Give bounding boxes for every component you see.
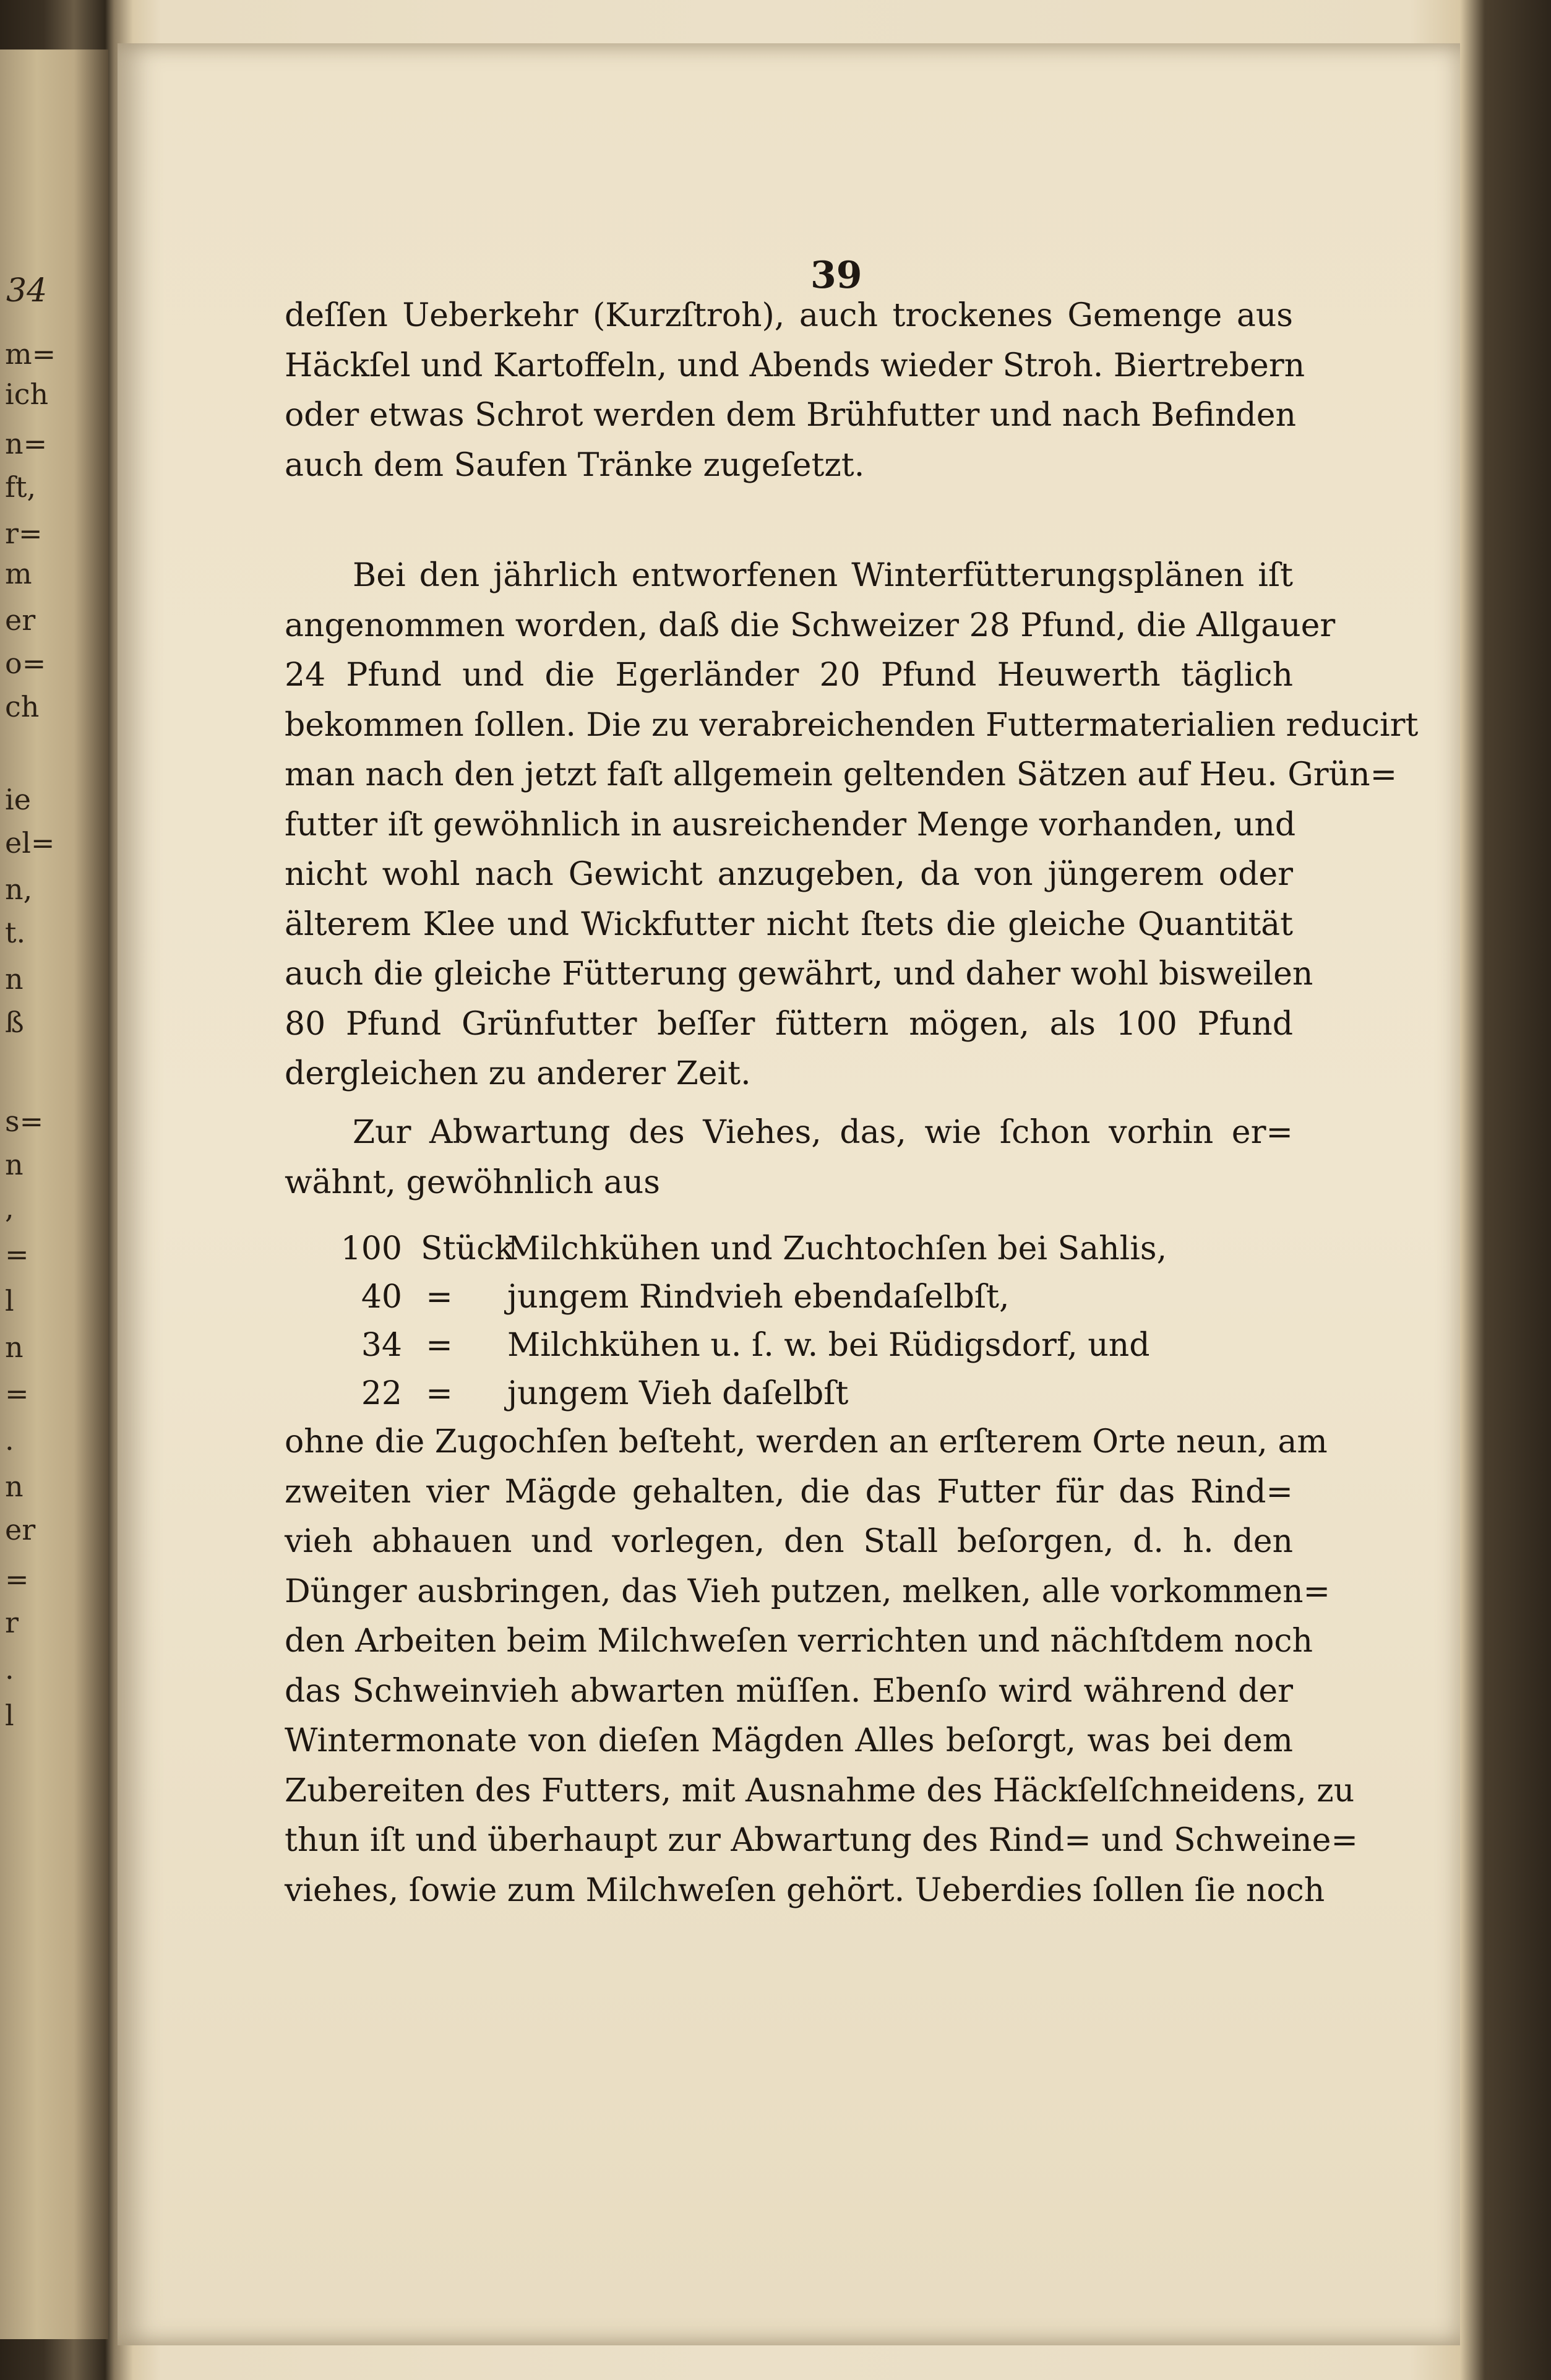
list-item (328, 1224, 1293, 1274)
text-line: auch die gleiche Fütterung gewährt, und daher wohl bisweilen (285, 955, 1313, 993)
text-line: Dünger ausbringen, das Vieh putzen, melken, alle vorkommen= (285, 1572, 1331, 1610)
left-page-fragment: . (5, 1652, 14, 1686)
text-line: viehes, ſowie zum Milchweſen gehört. Ueberdies ſollen ſie noch (285, 1871, 1325, 1909)
text-line: vieh abhauen und vorlegen, den Stall beſorgen, d. h. den (285, 1523, 1293, 1560)
text-line: wähnt, gewöhnlich aus (285, 1163, 660, 1201)
page-number: 39 (810, 254, 862, 297)
list-item-unit: Stück (421, 1230, 514, 1267)
text-line: bekommen ſollen. Die zu verabreichenden Futtermaterialien reducirt (285, 706, 1419, 744)
left-page-fragment: n (5, 962, 24, 996)
left-page-fragment: o= (5, 647, 46, 680)
left-page-fragment: ich (5, 377, 49, 411)
list-item (328, 1272, 1293, 1322)
text-line: Häckſel und Kartoffeln, und Abends wieder Stroh. Biertrebern (285, 347, 1305, 384)
left-page-fragment: er (5, 603, 36, 637)
left-page-fragment: = (5, 1238, 29, 1271)
text-line: 24 Pfund und die Egerländer 20 Pfund Heuwerth täglich (285, 657, 1293, 694)
list-item-unit: = (426, 1375, 453, 1412)
text-line: Wintermonate von dieſen Mägden Alles beſorgt, was bei dem (285, 1722, 1293, 1759)
left-page-fragment: r= (5, 517, 43, 550)
left-page-fragment: ft, (5, 470, 37, 504)
text-line: man nach den jetzt faſt allgemein geltenden Sätzen auf Heu. Grün= (285, 756, 1398, 793)
left-page-fragment: t. (5, 916, 26, 949)
text-line: ohne die Zugochſen beſteht, werden an erſterem Orte neun, am (285, 1423, 1328, 1460)
left-page-fragment: er (5, 1513, 36, 1546)
text-line: Zubereiten des Futters, mit Ausnahme des Häckſelſchneidens, zu (285, 1772, 1355, 1809)
text-line: deſſen Ueberkehr (Kurzſtroh), auch trockenes Gemenge aus (285, 297, 1293, 334)
left-page-fragment: n= (5, 427, 48, 460)
text-line: oder etwas Schrot werden dem Brühfutter und nach Befinden (285, 397, 1296, 434)
left-page-fragment: = (5, 1563, 29, 1596)
text-line: älterem Klee und Wickfutter nicht ſtets die gleiche Quantität (285, 905, 1293, 943)
left-page-fragment: = (5, 1377, 29, 1410)
text-line: zweiten vier Mägde gehalten, die das Futter für das Rind= (285, 1473, 1293, 1511)
left-page-fragment: s= (5, 1105, 44, 1138)
left-page-fragment: m= (5, 337, 56, 371)
left-page-fragment: el= (5, 826, 55, 860)
left-page-fragment: l (5, 1284, 14, 1317)
list-item-text: jungem Rindvieh ebendaſelbſt, (507, 1278, 1010, 1316)
text-line: futter iſt gewöhnlich in ausreichender Menge vorhanden, und (285, 806, 1296, 843)
list-item-text: jungem Vieh daſelbſt (507, 1375, 849, 1412)
left-page-fragment: 34 (6, 272, 48, 309)
left-page-fragment: n (5, 1330, 24, 1364)
left-page-fragment: ch (5, 690, 40, 723)
left-page-fragment: n (5, 1148, 24, 1181)
text-line: nicht wohl nach Gewicht anzugeben, da von jüngerem oder (285, 856, 1293, 893)
book-page (118, 43, 1460, 2345)
list-item-count: 100 (340, 1230, 402, 1267)
list-item-text: Milchkühen und Zuchtochſen bei Sahlis, (507, 1230, 1167, 1267)
left-page-fragment: r (5, 1606, 19, 1639)
text-line: Bei den jährlich entworfenen Winterfütterungsplänen iſt (353, 557, 1293, 594)
text-line: den Arbeiten beim Milchweſen verrichten und nächſtdem noch (285, 1623, 1313, 1660)
list-item-unit: = (426, 1278, 453, 1316)
text-line: angenommen worden, daß die Schweizer 28 Pfund, die Allgauer (285, 606, 1336, 644)
list-item-count: 40 (361, 1278, 402, 1316)
text-line: Zur Abwartung des Viehes, das, wie ſchon vorhin er= (353, 1114, 1293, 1151)
left-page-fragment: , (5, 1191, 14, 1225)
left-page-fragment: m (5, 557, 32, 590)
list-item-count: 22 (361, 1375, 402, 1412)
text-line: auch dem Saufen Tränke zugeſetzt. (285, 446, 865, 484)
list-item-unit: = (426, 1327, 453, 1364)
left-page-fragment: . (5, 1423, 14, 1457)
left-page-edge (0, 50, 108, 2339)
left-page-fragment: ß (5, 1006, 24, 1039)
list-item-text: Milchkühen u. ſ. w. bei Rüdigsdorf, und (507, 1327, 1150, 1364)
text-line: das Schweinvieh abwarten müſſen. Ebenſo wird während der (285, 1672, 1293, 1710)
left-page-fragment: ie (5, 783, 31, 816)
left-page-fragment: n (5, 1470, 24, 1503)
list-item (328, 1369, 1293, 1418)
text-line: 80 Pfund Grünfutter beſſer füttern mögen, als 100 Pfund (285, 1005, 1293, 1043)
text-line: dergleichen zu anderer Zeit. (285, 1055, 751, 1092)
text-line: thun iſt und überhaupt zur Abwartung des Rind= und Schweine= (285, 1822, 1358, 1859)
list-item-count: 34 (361, 1327, 402, 1364)
list-item (328, 1321, 1293, 1370)
left-page-fragment: l (5, 1699, 14, 1732)
left-page-fragment: n, (5, 873, 33, 906)
